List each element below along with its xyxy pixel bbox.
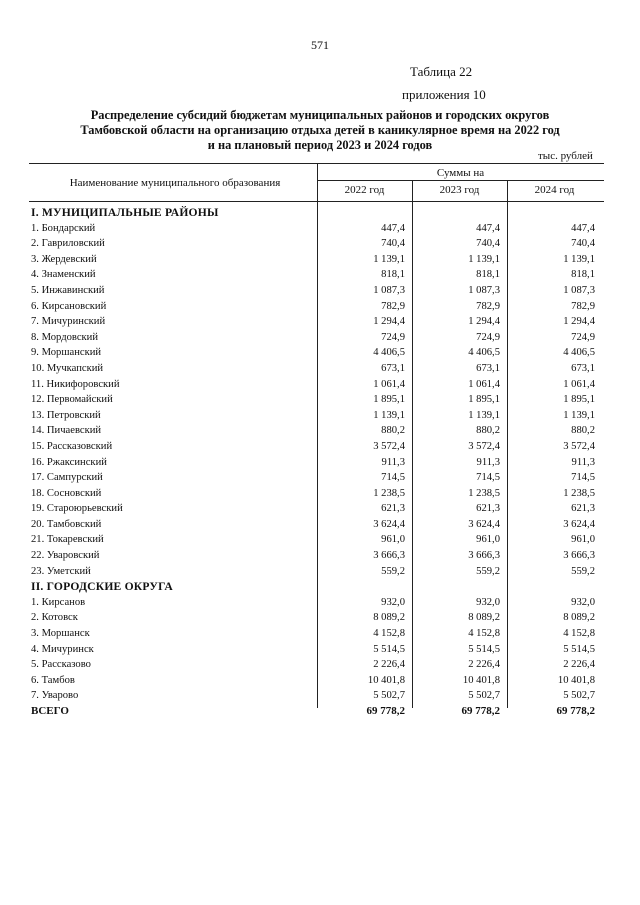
municipality-name: 1. Бондарский <box>31 222 96 234</box>
total-2024: 69 778,2 <box>556 705 595 717</box>
value-2024: 2 226,4 <box>563 659 595 671</box>
value-2022: 4 406,5 <box>373 347 405 359</box>
value-2022: 880,2 <box>381 425 405 437</box>
value-2023: 911,3 <box>476 456 500 468</box>
value-2024: 1 139,1 <box>563 409 595 421</box>
header-name-column: Наименование муниципального образования <box>69 177 281 189</box>
value-2022: 961,0 <box>381 534 405 546</box>
section-row <box>29 579 604 595</box>
municipality-name: 17. Сампурский <box>31 472 103 484</box>
value-2024: 740,4 <box>571 238 595 250</box>
value-2022: 782,9 <box>381 300 405 312</box>
municipality-name: 5. Рассказово <box>31 659 91 671</box>
value-2022: 1 139,1 <box>373 409 405 421</box>
table-row <box>29 595 604 611</box>
table-row <box>29 236 604 252</box>
value-2022: 559,2 <box>381 565 405 577</box>
value-2023: 1 139,1 <box>468 253 500 265</box>
value-2023: 10 401,8 <box>462 674 500 686</box>
municipality-name: 10. Мучкапский <box>31 362 104 374</box>
value-2023: 673,1 <box>476 362 500 374</box>
table-body <box>29 205 604 720</box>
value-2022: 5 502,7 <box>373 690 405 702</box>
value-2022: 724,9 <box>381 331 405 343</box>
table-row <box>29 657 604 673</box>
value-2022: 932,0 <box>381 596 405 608</box>
value-2024: 4 152,8 <box>563 628 595 640</box>
value-2024: 621,3 <box>571 503 595 515</box>
value-2024: 5 502,7 <box>563 690 595 702</box>
value-2024: 1 238,5 <box>563 487 595 499</box>
municipality-name: 16. Ржаксинский <box>31 456 107 468</box>
value-2023: 880,2 <box>476 425 500 437</box>
value-2023: 447,4 <box>476 222 500 234</box>
value-2024: 818,1 <box>571 269 595 281</box>
value-2022: 740,4 <box>381 238 405 250</box>
units-label: тыс. рублей <box>538 150 593 162</box>
value-2023: 1 139,1 <box>468 409 500 421</box>
value-2023: 740,4 <box>476 238 500 250</box>
value-2024: 1 087,3 <box>563 284 595 296</box>
municipality-name: 1. Кирсанов <box>31 596 86 608</box>
appendix-label: приложения 10 <box>402 87 486 102</box>
table-row <box>29 470 604 486</box>
page-number: 571 <box>311 38 329 52</box>
value-2024: 714,5 <box>571 472 595 484</box>
header-year-2023: 2023 год <box>439 184 480 196</box>
municipality-name: 21. Токаревский <box>31 534 104 546</box>
value-2024: 4 406,5 <box>563 347 595 359</box>
municipality-name: 7. Мичуринский <box>31 316 106 328</box>
municipality-name: 20. Тамбовский <box>31 518 102 530</box>
value-2024: 1 139,1 <box>563 253 595 265</box>
value-2023: 3 624,4 <box>468 518 500 530</box>
table-row <box>29 532 604 548</box>
value-2023: 961,0 <box>476 534 500 546</box>
value-2024: 8 089,2 <box>563 612 595 624</box>
municipality-name: 9. Моршанский <box>31 347 102 359</box>
table-row <box>29 642 604 658</box>
value-2024: 3 572,4 <box>563 440 595 452</box>
value-2022: 673,1 <box>381 362 405 374</box>
value-2024: 724,9 <box>571 331 595 343</box>
municipality-name: 3. Моршанск <box>31 628 90 640</box>
municipality-name: 19. Староюрьевский <box>31 503 123 515</box>
value-2022: 3 624,4 <box>373 518 405 530</box>
value-2024: 3 666,3 <box>563 550 595 562</box>
value-2024: 559,2 <box>571 565 595 577</box>
total-2022: 69 778,2 <box>366 705 405 717</box>
table-row <box>29 345 604 361</box>
municipality-name: 2. Котовск <box>31 612 78 624</box>
value-2022: 447,4 <box>381 222 405 234</box>
value-2024: 932,0 <box>571 596 595 608</box>
table-row <box>29 564 604 580</box>
title-line: Тамбовской области на организацию отдыха детей в каникулярное время на 2022 год <box>80 123 560 137</box>
table-row <box>29 688 604 704</box>
value-2024: 782,9 <box>571 300 595 312</box>
value-2024: 1 895,1 <box>563 394 595 406</box>
title-line: и на плановый период 2023 и 2024 годов <box>207 138 433 152</box>
value-2022: 3 666,3 <box>373 550 405 562</box>
value-2022: 8 089,2 <box>373 612 405 624</box>
table-row <box>29 252 604 268</box>
table-row <box>29 423 604 439</box>
table-row <box>29 610 604 626</box>
value-2023: 5 502,7 <box>468 690 500 702</box>
title-line: Распределение субсидий бюджетам муниципальных районов и городских округов <box>90 108 550 122</box>
municipality-name: 6. Кирсановский <box>31 300 107 312</box>
value-2023: 4 406,5 <box>468 347 500 359</box>
table-label: Таблица 22 <box>410 64 473 79</box>
municipality-name: 3. Жердевский <box>31 253 97 265</box>
municipality-name: 18. Сосновский <box>31 487 102 499</box>
value-2024: 10 401,8 <box>557 674 595 686</box>
municipality-name: 4. Знаменский <box>31 269 96 281</box>
value-2023: 932,0 <box>476 596 500 608</box>
table-row <box>29 392 604 408</box>
municipality-name: 5. Инжавинский <box>31 284 105 296</box>
total-2023: 69 778,2 <box>461 705 500 717</box>
table-row <box>29 517 604 533</box>
municipality-name: 15. Рассказовский <box>31 440 113 452</box>
table-row <box>29 455 604 471</box>
table-row <box>29 408 604 424</box>
value-2022: 5 514,5 <box>373 643 405 655</box>
value-2022: 4 152,8 <box>373 628 405 640</box>
value-2023: 4 152,8 <box>468 628 500 640</box>
value-2022: 714,5 <box>381 472 405 484</box>
value-2023: 714,5 <box>476 472 500 484</box>
table-row <box>29 501 604 517</box>
header-sums: Суммы на <box>436 167 485 179</box>
section-row <box>29 205 604 221</box>
table-row <box>29 377 604 393</box>
municipality-name: 7. Уварово <box>31 690 79 702</box>
section-title: II. ГОРОДСКИЕ ОКРУГА <box>31 580 173 594</box>
table-row <box>29 299 604 315</box>
section-title: I. МУНИЦИПАЛЬНЫЕ РАЙОНЫ <box>31 206 219 219</box>
municipality-name: 12. Первомайский <box>31 394 113 406</box>
municipality-name: 23. Уметский <box>31 565 91 577</box>
table-row <box>29 626 604 642</box>
value-2022: 1 139,1 <box>373 253 405 265</box>
value-2024: 911,3 <box>571 456 595 468</box>
sums-divider <box>317 180 604 181</box>
table-row <box>29 548 604 564</box>
value-2024: 673,1 <box>571 362 595 374</box>
value-2023: 3 666,3 <box>468 550 500 562</box>
municipality-name: 4. Мичуринск <box>31 643 94 655</box>
table-row <box>29 330 604 346</box>
header-year-2022: 2022 год <box>344 184 385 196</box>
table-row <box>29 439 604 455</box>
value-2023: 621,3 <box>476 503 500 515</box>
value-2022: 1 087,3 <box>373 284 405 296</box>
table-row <box>29 267 604 283</box>
header-year-2024: 2024 год <box>534 184 575 196</box>
value-2022: 2 226,4 <box>373 659 405 671</box>
value-2023: 1 061,4 <box>468 378 500 390</box>
value-2024: 5 514,5 <box>563 643 595 655</box>
value-2023: 1 294,4 <box>468 316 500 328</box>
value-2022: 10 401,8 <box>367 674 405 686</box>
municipality-name: 11. Никифоровский <box>31 378 120 390</box>
table-row <box>29 361 604 377</box>
table-row <box>29 486 604 502</box>
value-2023: 782,9 <box>476 300 500 312</box>
municipality-name: 8. Мордовский <box>31 331 99 343</box>
value-2023: 724,9 <box>476 331 500 343</box>
value-2023: 5 514,5 <box>468 643 500 655</box>
value-2022: 1 294,4 <box>373 316 405 328</box>
municipality-name: 2. Гавриловский <box>31 238 105 250</box>
total-label: ВСЕГО <box>31 705 69 717</box>
total-row <box>29 704 604 720</box>
table-row <box>29 283 604 299</box>
table-row <box>29 673 604 689</box>
value-2022: 621,3 <box>381 503 405 515</box>
table-row <box>29 221 604 237</box>
value-2022: 1 238,5 <box>373 487 405 499</box>
value-2023: 1 895,1 <box>468 394 500 406</box>
value-2024: 3 624,4 <box>563 518 595 530</box>
value-2024: 1 294,4 <box>563 316 595 328</box>
value-2023: 559,2 <box>476 565 500 577</box>
value-2024: 880,2 <box>571 425 595 437</box>
value-2023: 1 238,5 <box>468 487 500 499</box>
value-2023: 8 089,2 <box>468 612 500 624</box>
value-2023: 2 226,4 <box>468 659 500 671</box>
value-2022: 3 572,4 <box>373 440 405 452</box>
municipality-name: 6. Тамбов <box>31 674 75 686</box>
value-2024: 961,0 <box>571 534 595 546</box>
document-title <box>60 108 580 153</box>
value-2022: 818,1 <box>381 269 405 281</box>
value-2023: 1 087,3 <box>468 284 500 296</box>
municipality-name: 13. Петровский <box>31 409 101 421</box>
value-2022: 1 895,1 <box>373 394 405 406</box>
municipality-name: 22. Уваровский <box>31 550 100 562</box>
value-2022: 911,3 <box>381 456 405 468</box>
value-2022: 1 061,4 <box>373 378 405 390</box>
value-2024: 1 061,4 <box>563 378 595 390</box>
municipality-name: 14. Пичаевский <box>31 425 102 437</box>
table-row <box>29 314 604 330</box>
value-2023: 818,1 <box>476 269 500 281</box>
value-2024: 447,4 <box>571 222 595 234</box>
value-2023: 3 572,4 <box>468 440 500 452</box>
